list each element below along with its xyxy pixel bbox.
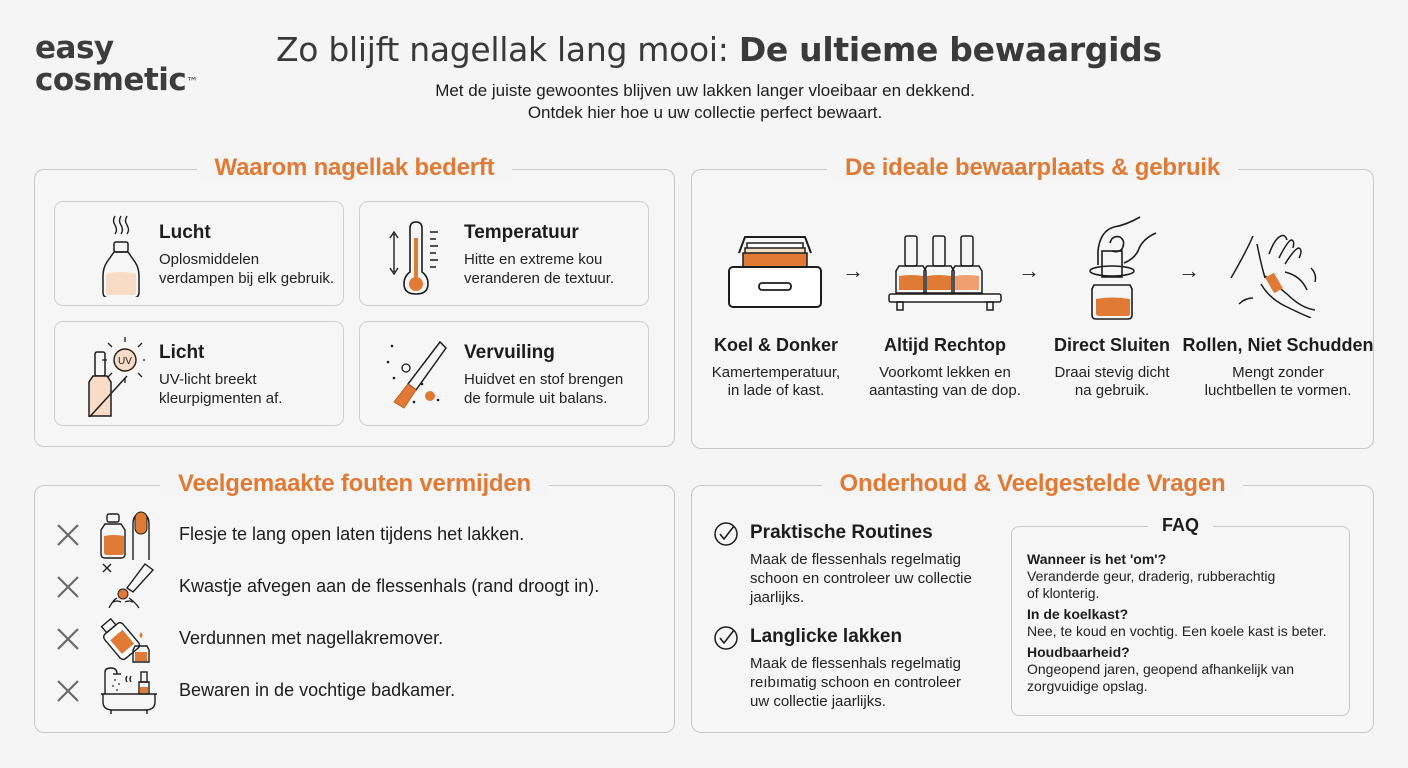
- step-title: Koel & Donker: [713, 335, 839, 355]
- mistake-item: [55, 562, 655, 612]
- close-cap-icon: [1080, 215, 1160, 325]
- step-description: Draai stevig dicht na gebruik.: [1054, 364, 1170, 399]
- subtitle-line1: Met de juiste gewoontes blijven uw lakken langer vloeibaar en dekkend.: [435, 81, 975, 100]
- faq-question: In de koelkast?: [1027, 606, 1129, 622]
- routine-title: Langlicke lakken: [750, 626, 903, 647]
- roll-hands-icon: [1225, 228, 1335, 318]
- card-description: UV-licht breekt kleurpigmenten af.: [159, 371, 283, 407]
- arrow-right-icon: →: [1178, 258, 1200, 283]
- step-upright: [855, 335, 1035, 400]
- bathtub-icon: [99, 666, 159, 716]
- mistake-text: Verdunnen met nagellakremover.: [179, 628, 444, 648]
- faq-answer: Veranderde geur, draderig, rubberachtig of klonterig.: [1027, 568, 1276, 601]
- check-circle-icon: [712, 520, 740, 548]
- card-title: Temperatuur: [464, 222, 579, 243]
- mistake-text: Bewaren in de vochtige badkamer.: [179, 680, 456, 700]
- mistake-item: [55, 614, 655, 664]
- brush-wipe-icon: [99, 562, 159, 612]
- svg-text:UV: UV: [118, 356, 132, 367]
- step-description: Voorkomt lekken en aantasting van de dop.: [869, 364, 1021, 399]
- card-light: [54, 321, 344, 426]
- page-title: [276, 30, 1162, 69]
- faq-box: [1011, 515, 1350, 716]
- upright-bottles-icon: [885, 234, 1005, 314]
- faq-question: Houdbaarheid?: [1027, 644, 1130, 660]
- title-bold: De ultieme bewaargids: [738, 30, 1162, 69]
- why-panel-title: Waarom nagellak bederft: [197, 154, 513, 181]
- arrow-right-icon: →: [1018, 258, 1040, 283]
- evaporating-bottle-icon: [75, 212, 145, 297]
- card-description: Huidvet en stof brengen de formule uit balans.: [464, 371, 624, 407]
- mistake-text: Kwastje afvegen aan de flessenhals (rand droogt in).: [179, 576, 600, 596]
- cross-icon: [55, 678, 81, 704]
- routine-title: Praktische Routines: [750, 522, 933, 543]
- card-title: Vervuiling: [464, 342, 555, 363]
- step-description: Mengt zonder luchtbellen te vormen.: [1204, 364, 1352, 399]
- subtitle-line2: Ontdek hier hoe u uw collectie perfect bewaart.: [527, 103, 883, 122]
- card-temperature: [359, 201, 649, 306]
- open-bottle-nail-icon: [99, 510, 159, 560]
- drawer-icon: [725, 235, 825, 310]
- card-air: [54, 201, 344, 306]
- thermometer-icon: [380, 212, 450, 297]
- mistake-item: [55, 510, 655, 560]
- step-cool-dark: [686, 335, 866, 400]
- card-description: Oplosmiddelen verdampen bij elk gebruik.: [159, 251, 335, 287]
- page-subtitle: [400, 80, 1010, 124]
- cross-icon: [55, 522, 81, 548]
- card-contamination: [359, 321, 649, 426]
- brand-logo: [35, 32, 198, 96]
- card-title: Licht: [159, 342, 205, 363]
- brand-line1: easy: [35, 30, 114, 66]
- routine-description: Maak de flessenhals regelmatig reıbımatig schoon en controleer uw collectie jaarlijks.: [750, 655, 961, 710]
- mistakes-panel-title: Veelgemaakte fouten vermijden: [160, 470, 549, 497]
- step-title: Rollen, Niet Schudden: [1182, 335, 1374, 355]
- faq-title: FAQ: [1148, 515, 1213, 535]
- maintenance-panel-title: Onderhoud & Veelgestelde Vragen: [822, 470, 1244, 497]
- storage-panel-title: De ideale bewaarplaats & gebruik: [827, 154, 1238, 181]
- faq-answer: Nee, te koud en vochtig. Een koele kast is beter.: [1027, 623, 1327, 639]
- title-regular: Zo blijft nagellak lang mooi:: [276, 30, 739, 69]
- mistake-text: Flesje te lang open laten tijdens het lakken.: [179, 524, 525, 544]
- remover-thinning-icon: [99, 614, 159, 664]
- trademark: ™: [186, 75, 198, 89]
- step-title: Direct Sluiten: [1053, 335, 1171, 355]
- card-description: Hitte en extreme kou veranderen de textuur.: [464, 251, 615, 287]
- mistake-item: [55, 666, 655, 716]
- check-circle-icon: [712, 624, 740, 652]
- dirty-brush-icon: [380, 332, 450, 417]
- routine-description: Maak de flessenhals regelmatig schoon en controleer uw collectie jaarlijks.: [750, 551, 972, 606]
- card-title: Lucht: [159, 222, 211, 243]
- step-close-directly: [1022, 335, 1202, 400]
- cross-icon: [55, 574, 81, 600]
- faq-question: Wanneer is het 'om'?: [1027, 551, 1167, 567]
- faq-answer: Ongeopend jaren, geopend afhankelijk van zorgvuidige opslag.: [1027, 661, 1294, 694]
- step-roll-not-shake: [1178, 335, 1378, 400]
- brand-line2: cosmetic: [35, 62, 187, 98]
- step-title: Altijd Rechtop: [884, 335, 1006, 355]
- cross-icon: [55, 626, 81, 652]
- step-description: Kamertemperatuur, in lade of kast.: [711, 364, 841, 399]
- arrow-right-icon: →: [842, 258, 864, 283]
- uv-sun-bottle-icon: [75, 332, 145, 417]
